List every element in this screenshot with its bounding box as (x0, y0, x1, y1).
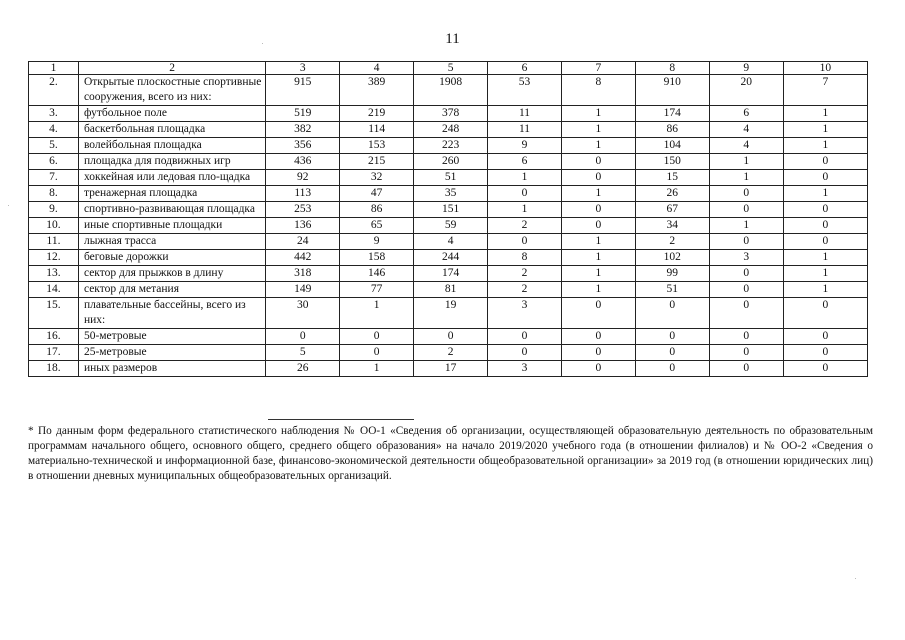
facility-name-cell: футбольное поле (78, 106, 265, 122)
value-cell: 174 (635, 106, 709, 122)
value-cell: 1 (783, 282, 867, 298)
value-cell: 4 (709, 138, 783, 154)
value-cell: 0 (635, 298, 709, 329)
row-number-cell: 12. (29, 250, 79, 266)
table-row (29, 170, 868, 186)
page-number: 11 (445, 31, 460, 47)
facility-name-cell: тренажерная площадка (78, 186, 265, 202)
scan-speck (855, 578, 856, 579)
value-cell: 1 (561, 266, 635, 282)
row-number-cell: 5. (29, 138, 79, 154)
facility-name-cell: 25-метровые (78, 345, 265, 361)
value-cell: 223 (414, 138, 488, 154)
row-number-cell: 17. (29, 345, 79, 361)
table-row (29, 186, 868, 202)
value-cell: 153 (340, 138, 414, 154)
value-cell: 9 (488, 138, 562, 154)
sports-facilities-table (28, 61, 868, 377)
value-cell: 0 (561, 329, 635, 345)
table-row (29, 122, 868, 138)
value-cell: 3 (488, 361, 562, 377)
value-cell: 2 (635, 234, 709, 250)
table-row (29, 154, 868, 170)
value-cell: 0 (783, 170, 867, 186)
facility-name-cell: площадка для подвижных игр (78, 154, 265, 170)
table-row (29, 345, 868, 361)
value-cell: 146 (340, 266, 414, 282)
facility-name-cell: Открытые плоскостные спортивные сооружения, всего из них: (78, 75, 265, 106)
table-row (29, 250, 868, 266)
header-cell: 7 (561, 62, 635, 75)
value-cell: 519 (266, 106, 340, 122)
value-cell: 0 (561, 218, 635, 234)
row-number-cell: 9. (29, 202, 79, 218)
table-row (29, 218, 868, 234)
value-cell: 356 (266, 138, 340, 154)
value-cell: 35 (414, 186, 488, 202)
facility-name-cell: плавательные бассейны, всего из них: (78, 298, 265, 329)
table-row (29, 106, 868, 122)
value-cell: 2 (488, 282, 562, 298)
value-cell: 1 (561, 122, 635, 138)
value-cell: 4 (414, 234, 488, 250)
facility-name-cell: беговые дорожки (78, 250, 265, 266)
value-cell: 20 (709, 75, 783, 106)
footnote: * По данным форм федерального статистического наблюдения № ОО-1 «Сведения об организации, осуществляющей образовательную деятельность по образовательным программам начального общего, основного общего, среднего общего образования» на начало 2019/2020 учебного года (в отношении филиалов) и № ОО-2 «Сведения о материально-технической и информационной базе, финансово-экономической деятельности общеобразовательной организации» за 2019 год (в отношении юридических лиц) в отношении дневных муниципальных общеобразовательных организаций. (28, 425, 873, 482)
facility-name-cell: иные спортивные площадки (78, 218, 265, 234)
value-cell: 2 (488, 266, 562, 282)
value-cell: 158 (340, 250, 414, 266)
value-cell: 1 (783, 122, 867, 138)
table-header-row (29, 62, 868, 75)
value-cell: 32 (340, 170, 414, 186)
value-cell: 0 (709, 361, 783, 377)
row-number-cell: 18. (29, 361, 79, 377)
value-cell: 0 (783, 298, 867, 329)
value-cell: 1 (561, 106, 635, 122)
value-cell: 11 (488, 106, 562, 122)
value-cell: 0 (709, 266, 783, 282)
table-row (29, 202, 868, 218)
value-cell: 0 (709, 345, 783, 361)
row-number-cell: 11. (29, 234, 79, 250)
value-cell: 136 (266, 218, 340, 234)
header-cell: 2 (78, 62, 265, 75)
value-cell: 244 (414, 250, 488, 266)
value-cell: 51 (414, 170, 488, 186)
value-cell: 0 (561, 154, 635, 170)
value-cell: 0 (266, 329, 340, 345)
table-row (29, 361, 868, 377)
value-cell: 81 (414, 282, 488, 298)
table-row (29, 138, 868, 154)
value-cell: 51 (635, 282, 709, 298)
value-cell: 15 (635, 170, 709, 186)
value-cell: 9 (340, 234, 414, 250)
row-number-cell: 15. (29, 298, 79, 329)
value-cell: 1 (783, 106, 867, 122)
header-cell: 1 (29, 62, 79, 75)
header-cell: 10 (783, 62, 867, 75)
table-row (29, 329, 868, 345)
value-cell: 3 (709, 250, 783, 266)
value-cell: 0 (488, 186, 562, 202)
value-cell: 253 (266, 202, 340, 218)
value-cell: 1 (709, 218, 783, 234)
value-cell: 219 (340, 106, 414, 122)
row-number-cell: 3. (29, 106, 79, 122)
row-number-cell: 6. (29, 154, 79, 170)
table-body (29, 62, 868, 377)
value-cell: 260 (414, 154, 488, 170)
table-row (29, 234, 868, 250)
facility-name-cell: баскетбольная площадка (78, 122, 265, 138)
scan-speck (262, 43, 263, 44)
value-cell: 6 (488, 154, 562, 170)
value-cell: 53 (488, 75, 562, 106)
value-cell: 47 (340, 186, 414, 202)
facility-name-cell: хоккейная или ледовая пло-щадка (78, 170, 265, 186)
row-number-cell: 14. (29, 282, 79, 298)
value-cell: 92 (266, 170, 340, 186)
value-cell: 0 (783, 202, 867, 218)
value-cell: 3 (488, 298, 562, 329)
facility-name-cell: 50-метровые (78, 329, 265, 345)
value-cell: 26 (635, 186, 709, 202)
value-cell: 151 (414, 202, 488, 218)
value-cell: 65 (340, 218, 414, 234)
value-cell: 30 (266, 298, 340, 329)
value-cell: 150 (635, 154, 709, 170)
value-cell: 1 (783, 186, 867, 202)
value-cell: 915 (266, 75, 340, 106)
value-cell: 19 (414, 298, 488, 329)
value-cell: 215 (340, 154, 414, 170)
value-cell: 0 (561, 361, 635, 377)
value-cell: 1 (561, 250, 635, 266)
facility-name-cell: сектор для метания (78, 282, 265, 298)
value-cell: 389 (340, 75, 414, 106)
value-cell: 0 (340, 329, 414, 345)
facility-name-cell: волейбольная площадка (78, 138, 265, 154)
value-cell: 0 (488, 345, 562, 361)
facility-name-cell: сектор для прыжков в длину (78, 266, 265, 282)
table-row (29, 282, 868, 298)
header-cell: 3 (266, 62, 340, 75)
value-cell: 0 (709, 186, 783, 202)
value-cell: 102 (635, 250, 709, 266)
value-cell: 77 (340, 282, 414, 298)
value-cell: 0 (561, 298, 635, 329)
value-cell: 0 (561, 345, 635, 361)
value-cell: 1908 (414, 75, 488, 106)
header-cell: 5 (414, 62, 488, 75)
value-cell: 0 (635, 345, 709, 361)
value-cell: 2 (488, 218, 562, 234)
row-number-cell: 2. (29, 75, 79, 106)
table-row (29, 266, 868, 282)
value-cell: 0 (709, 282, 783, 298)
value-cell: 0 (709, 298, 783, 329)
value-cell: 0 (635, 329, 709, 345)
value-cell: 0 (709, 202, 783, 218)
value-cell: 104 (635, 138, 709, 154)
value-cell: 0 (783, 361, 867, 377)
value-cell: 0 (414, 329, 488, 345)
row-number-cell: 10. (29, 218, 79, 234)
header-cell: 8 (635, 62, 709, 75)
value-cell: 7 (783, 75, 867, 106)
value-cell: 59 (414, 218, 488, 234)
value-cell: 1 (709, 170, 783, 186)
value-cell: 1 (561, 186, 635, 202)
value-cell: 174 (414, 266, 488, 282)
value-cell: 0 (561, 170, 635, 186)
value-cell: 114 (340, 122, 414, 138)
header-cell: 9 (709, 62, 783, 75)
value-cell: 382 (266, 122, 340, 138)
value-cell: 2 (414, 345, 488, 361)
value-cell: 1 (783, 250, 867, 266)
value-cell: 8 (488, 250, 562, 266)
value-cell: 1 (561, 234, 635, 250)
value-cell: 1 (561, 282, 635, 298)
value-cell: 67 (635, 202, 709, 218)
value-cell: 6 (709, 106, 783, 122)
row-number-cell: 13. (29, 266, 79, 282)
facility-name-cell: иных размеров (78, 361, 265, 377)
value-cell: 8 (561, 75, 635, 106)
value-cell: 11 (488, 122, 562, 138)
value-cell: 1 (783, 266, 867, 282)
row-number-cell: 7. (29, 170, 79, 186)
value-cell: 0 (783, 154, 867, 170)
value-cell: 0 (783, 218, 867, 234)
value-cell: 0 (783, 329, 867, 345)
value-cell: 113 (266, 186, 340, 202)
value-cell: 0 (340, 345, 414, 361)
value-cell: 0 (783, 234, 867, 250)
value-cell: 1 (340, 361, 414, 377)
value-cell: 1 (340, 298, 414, 329)
row-number-cell: 8. (29, 186, 79, 202)
scan-speck (8, 205, 9, 206)
value-cell: 0 (635, 361, 709, 377)
value-cell: 17 (414, 361, 488, 377)
value-cell: 0 (709, 329, 783, 345)
value-cell: 0 (488, 234, 562, 250)
value-cell: 442 (266, 250, 340, 266)
value-cell: 1 (709, 154, 783, 170)
value-cell: 99 (635, 266, 709, 282)
value-cell: 0 (561, 202, 635, 218)
value-cell: 318 (266, 266, 340, 282)
value-cell: 1 (488, 170, 562, 186)
value-cell: 0 (709, 234, 783, 250)
value-cell: 436 (266, 154, 340, 170)
table-row (29, 298, 868, 329)
facility-name-cell: спортивно-развивающая площадка (78, 202, 265, 218)
facility-name-cell: лыжная трасса (78, 234, 265, 250)
value-cell: 26 (266, 361, 340, 377)
header-cell: 4 (340, 62, 414, 75)
footnote-separator (268, 419, 414, 420)
value-cell: 0 (783, 345, 867, 361)
value-cell: 34 (635, 218, 709, 234)
value-cell: 248 (414, 122, 488, 138)
value-cell: 910 (635, 75, 709, 106)
row-number-cell: 4. (29, 122, 79, 138)
value-cell: 4 (709, 122, 783, 138)
value-cell: 378 (414, 106, 488, 122)
value-cell: 5 (266, 345, 340, 361)
value-cell: 1 (488, 202, 562, 218)
value-cell: 86 (635, 122, 709, 138)
table-row (29, 75, 868, 106)
header-cell: 6 (488, 62, 562, 75)
value-cell: 0 (488, 329, 562, 345)
row-number-cell: 16. (29, 329, 79, 345)
value-cell: 86 (340, 202, 414, 218)
value-cell: 24 (266, 234, 340, 250)
value-cell: 1 (783, 138, 867, 154)
value-cell: 1 (561, 138, 635, 154)
value-cell: 149 (266, 282, 340, 298)
